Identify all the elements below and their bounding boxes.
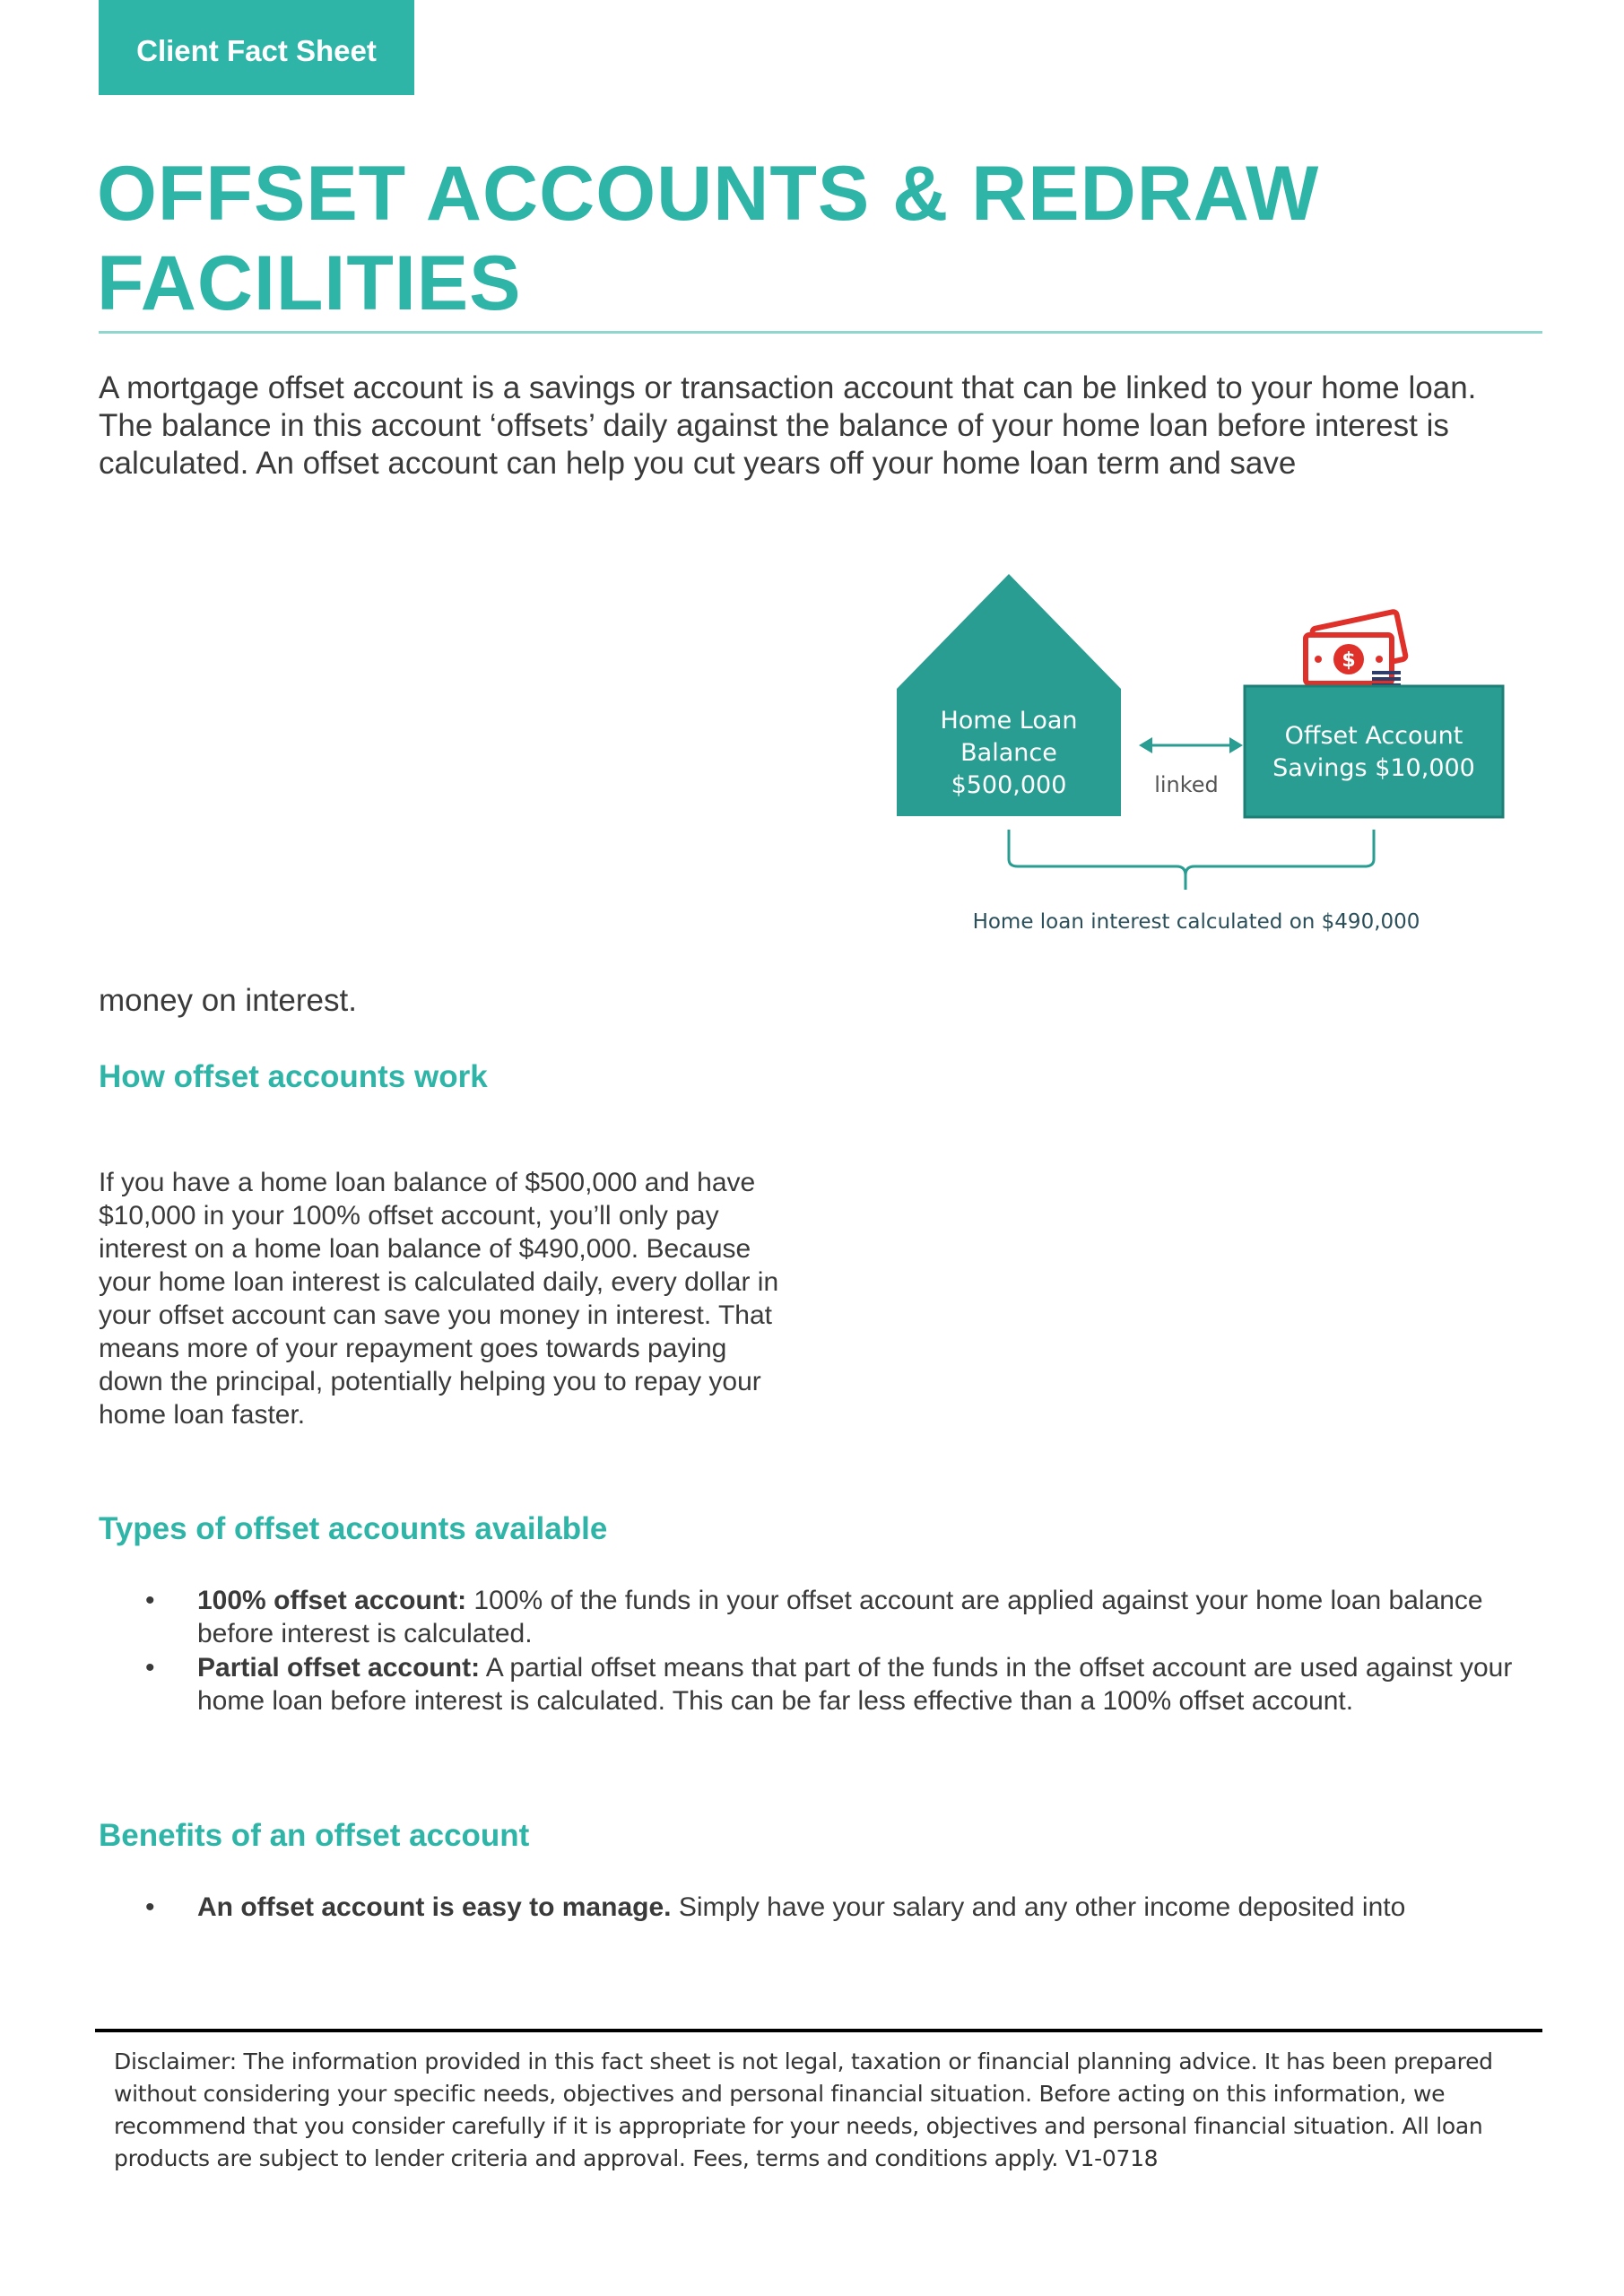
offset-line-2: Savings $10,000 [1272, 754, 1475, 782]
list-item [99, 1584, 1515, 1650]
money-icon [1306, 612, 1406, 687]
list-item [99, 1891, 1515, 1924]
client-fact-sheet-tag: Client Fact Sheet [99, 0, 414, 95]
offset-line-1: Offset Account [1284, 722, 1463, 750]
list-item [99, 1651, 1515, 1718]
title-divider [99, 331, 1542, 334]
svg-text:$: $ [1342, 649, 1356, 672]
types-list [99, 1584, 1515, 1718]
how-offset-heading: How offset accounts work [99, 1059, 488, 1094]
linked-label: linked [1154, 772, 1219, 797]
offset-diagram [888, 556, 1515, 951]
home-loan-line-2: Balance [960, 739, 1057, 767]
list-item-bold: 100% offset account: [197, 1586, 467, 1615]
home-loan-line-1: Home Loan [940, 707, 1078, 735]
how-offset-paragraph: If you have a home loan balance of $500,000 and have $10,000 in your 100% offset account, you’ll only pay interest on a home loan balance of $490,000. Because your home loan interest is calculated daily, every dollar in your offset account can save you money in interest. That means more of your repayment goes towards paying down the principal, potentially helping you to repay your home loan faster. [99, 1168, 779, 1430]
bullet-icon: • [145, 1586, 155, 1615]
benefits-list [99, 1891, 1515, 1924]
disclaimer-text: Disclaimer: The information provided in this fact sheet is not legal, taxation or financial planning advice. It has been prepared without considering your specific needs, objectives and personal financial situation. Before acting on this information, we recommend that you consider carefully if it is appropriate for your needs, objectives and personal financial situation. All loan products are subject to lender criteria and approval. Fees, terms and conditions apply. V1-0718 [114, 2048, 1493, 2171]
list-item-bold: An offset account is easy to manage. [197, 1892, 672, 1922]
list-item-text: Simply have your salary and any other income deposited into [671, 1892, 1406, 1922]
footer-divider [95, 2029, 1542, 2032]
offset-account-box [1245, 686, 1503, 817]
bullet-icon: • [145, 1892, 155, 1922]
double-arrow-icon [1139, 737, 1243, 753]
bullet-icon: • [145, 1653, 155, 1683]
bracket-shape [1009, 830, 1374, 890]
home-loan-line-3: $500,000 [951, 771, 1067, 799]
list-item-text: 100% of the funds in your offset account are applied against your home loan balance before interest is calculated. [197, 1586, 1483, 1648]
types-heading: Types of offset accounts available [99, 1511, 608, 1546]
page-title: OFFSET ACCOUNTS & REDRAW FACILITIES [97, 151, 1320, 326]
diagram-caption: Home loan interest calculated on $490,000 [972, 910, 1420, 934]
benefits-heading: Benefits of an offset account [99, 1818, 530, 1853]
intro-paragraph: A mortgage offset account is a savings or transaction account that can be linked to your home loan. The balance in this account ‘offsets’ daily against the balance of your home loan before interest is calculated. An offset account can help you cut years off your home loan term and save [99, 370, 1477, 481]
list-item-bold: Partial offset account: [197, 1653, 481, 1683]
intro-paragraph-tail: money on interest. [99, 983, 357, 1018]
list-item-text: A partial offset means that part of the funds in the offset account are used against your home loan before interest is calculated. This can be far less effective than a 100% offset account. [197, 1653, 1513, 1716]
